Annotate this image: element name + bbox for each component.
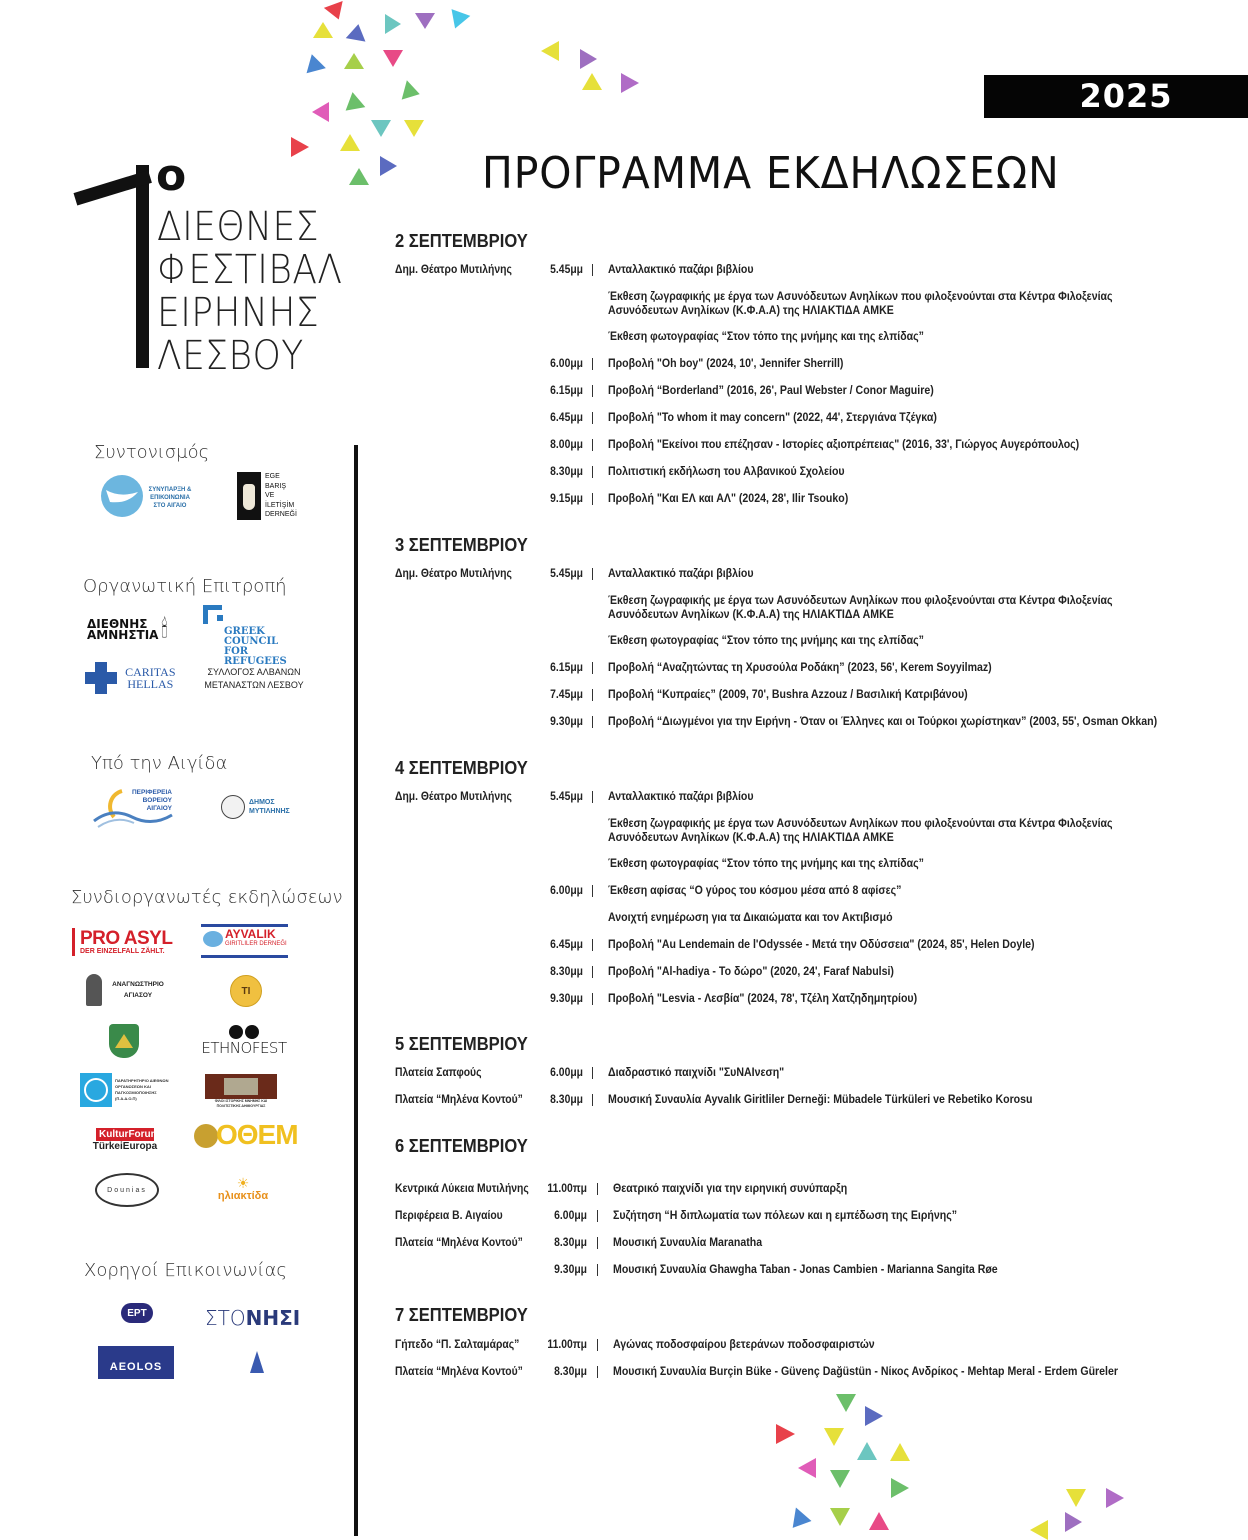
separator xyxy=(592,1067,593,1079)
padop-globe-icon xyxy=(80,1073,112,1107)
separator xyxy=(592,716,593,728)
page-title: ΠΡΟΓΡΑΜΜΑ ΕΚΔΗΛΩΣΕΩΝ xyxy=(482,148,1060,199)
separator xyxy=(592,966,593,978)
event-venue: Περιφέρεια Β. Αιγαίου xyxy=(395,1210,503,1222)
year-banner xyxy=(984,75,1248,118)
triangle-icon xyxy=(891,1478,909,1498)
triangle-icon xyxy=(349,168,369,185)
event-description: Προβολή "Al-hadiya - Το δώρο" (2020, 24', Faraf Nabulsi) xyxy=(608,966,894,978)
agiasos-reading-room-logo: ΑΝΑΓΝΩΣΤΗΡΙΟ ΑΓΙΑΣΟΥ xyxy=(86,973,176,1007)
event-time: 8.30μμ xyxy=(550,1094,583,1106)
triangle-icon xyxy=(1066,1489,1086,1507)
event-description: Έκθεση φωτογραφίας “Στον τόπο της μνήμης και της ελπίδας” xyxy=(608,331,924,343)
event-description: Προβολή "Lesvia - Λεσβία" (2024, 78', Τζέλη Χατζηδημητρίου) xyxy=(608,993,918,1005)
event-venue: Πλατεία Σαπφούς xyxy=(395,1067,482,1079)
event-time: 6.00μμ xyxy=(550,1067,583,1079)
event-time: 7.45μμ xyxy=(550,689,583,701)
triangle-icon xyxy=(869,1512,889,1530)
separator xyxy=(592,885,593,897)
logo-line: ΦΕΣΤΙΒΑΛ xyxy=(157,247,343,293)
event-description: Προβολή "Oh boy" (2024, 10', Jennifer Sherrill) xyxy=(608,358,844,370)
triangle-icon xyxy=(302,52,326,74)
event-time: 5.45μμ xyxy=(550,568,583,580)
triangle-icon xyxy=(380,156,397,176)
sail-logo xyxy=(243,1345,271,1379)
round-emblem-logo xyxy=(230,975,262,1007)
separator xyxy=(592,791,593,803)
logo-ordinal: ο xyxy=(156,150,187,201)
event-description: Ανταλλακτικό παζάρι βιβλίου xyxy=(608,568,754,580)
logo-line: ΔΙΕΘΝΕΣ xyxy=(157,204,319,250)
sail-icon xyxy=(250,1351,264,1373)
event-venue: Δημ. Θέατρο Μυτιλήνης xyxy=(395,791,512,803)
history-friends-logo: ΦΙΛΟΙ ΙΣΤΟΡΙΚΗΣ ΜΝΗΜΗΣ ΚΑΙ ΠΟΛΙΤΙΣΤΙΚΗΣ ΔΗΜΙΟΥΡΓΙΑΣ xyxy=(205,1073,277,1109)
triangle-icon xyxy=(836,1394,856,1412)
logo-numeral-one-stem xyxy=(136,165,149,368)
triangle-icon xyxy=(383,50,403,67)
caritas-cross-icon xyxy=(85,662,117,694)
sun-icon: ☀ xyxy=(236,1175,250,1191)
event-description: Έκθεση φωτογραφίας “Στον τόπο της μνήμης και της ελπίδας” xyxy=(608,858,924,870)
triangle-icon xyxy=(313,22,333,38)
padop-logo: ΠΑΡΑΤΗΡΗΤΗΡΙΟ ΔΙΕΘΝΩΝ ΟΡΓΑΝΩΣΕΩΝ ΚΑΙ ΠΑΓΚΟΣΜΙΟΠΟΙΗΣΗΣ (Π.Α.Δ.Ο.Π) xyxy=(80,1073,170,1107)
event-description: Διαδραστικό παιχνίδι "ΣυΝΑΙνεση" xyxy=(608,1067,785,1079)
triangle-icon xyxy=(787,1504,812,1528)
triangle-icon xyxy=(824,1428,844,1446)
triangle-icon xyxy=(291,137,309,157)
separator xyxy=(597,1264,598,1276)
section-heading-auspices: Υπό την Αιγίδα xyxy=(91,753,228,774)
triangle-icon xyxy=(343,90,366,110)
event-description: Μουσική Συναυλία Maranatha xyxy=(613,1237,763,1249)
day-heading: 5 ΣΕΠΤΕΜΒΡΙΟΥ xyxy=(395,1034,528,1054)
separator xyxy=(592,412,593,424)
logo-line: ΕΙΡΗΝΗΣ xyxy=(157,290,320,336)
event-description: Προβολή "Και ΕΛ και ΑΛ" (2024, 28', Ilir Tsouko) xyxy=(608,493,849,505)
event-venue: Δημ. Θέατρο Μυτιλήνης xyxy=(395,568,512,580)
event-time: 11.00πμ xyxy=(547,1339,587,1351)
event-venue: Κεντρικά Λύκεια Μυτιλήνης xyxy=(395,1183,529,1195)
triangle-icon xyxy=(404,120,424,137)
triangle-icon xyxy=(830,1470,850,1488)
event-description: Μουσική Συναυλία Burçin Büke - Güvenç Dağüstün - Νίκος Ανδρίκος - Mehtap Meral - Erdem Güreler xyxy=(613,1366,1118,1378)
kulturforum-logo: KulturForum TürkeiEuropa xyxy=(92,1129,160,1152)
round-emblem-icon: ΤΙ xyxy=(241,985,251,997)
event-description: Θεατρικό παιχνίδι για την ειρηνική συνύπαρξη xyxy=(613,1183,848,1195)
event-venue: Δημ. Θέατρο Μυτιλήνης xyxy=(395,264,512,276)
iliaktida-logo: ☀ ηλιακτίδα xyxy=(217,1175,269,1202)
event-description: Ανταλλακτικό παζάρι βιβλίου xyxy=(608,791,754,803)
event-time: 9.30μμ xyxy=(554,1264,587,1276)
separator xyxy=(592,358,593,370)
triangle-icon xyxy=(582,73,602,90)
day-heading: 3 ΣΕΠΤΕΜΒΡΙΟΥ xyxy=(395,535,528,555)
ege-baris-logo: EGE BARIŞ VE İLETİŞİM DERNEĞİ xyxy=(237,472,299,520)
triangle-icon xyxy=(776,1424,795,1444)
event-time: 6.00μμ xyxy=(554,1210,587,1222)
pro-asyl-logo: PRO ASYL DER EINZELFALL ZÄHLT. xyxy=(72,926,178,958)
ayvalik-emblem-icon xyxy=(203,931,223,947)
triangle-icon xyxy=(340,134,360,151)
day-heading: 4 ΣΕΠΤΕΜΒΡΙΟΥ xyxy=(395,758,528,778)
event-time: 6.00μμ xyxy=(550,358,583,370)
event-description: Ανταλλακτικό παζάρι βιβλίου xyxy=(608,264,754,276)
amnesty-logo: ΔΙΕΘΝΗΣ ΑΜΝΗΣΤΙΑ 🕯 xyxy=(87,616,168,643)
event-time: 9.30μμ xyxy=(550,993,583,1005)
event-time: 8.30μμ xyxy=(554,1237,587,1249)
separator xyxy=(597,1183,598,1195)
event-description: Προβολή “Διωγμένοι για την Ειρήνη - Όταν οι Έλληνες και οι Τούρκοι χωρίστηκαν” (2003, 55', Osman Okkan) xyxy=(608,716,1158,728)
event-description: Προβολή "Εκείνοι που επέζησαν - Ιστορίες αξιοπρέπειας" (2016, 33', Γιώργος Αυγερόπουλος) xyxy=(608,439,1080,451)
triangle-icon xyxy=(344,53,364,69)
section-heading-media-sponsors: Χορηγοί Επικοινωνίας xyxy=(84,1260,287,1281)
event-description: Έκθεση αφίσας “Ο γύρος του κόσμου μέσα από 8 αφίσες” xyxy=(608,885,902,897)
logo-line: ΛΕΣΒΟΥ xyxy=(157,333,304,379)
event-time: 8.30μμ xyxy=(554,1366,587,1378)
event-description: Αγώνας ποδοσφαίρου βετεράνων ποδοσφαιριστών xyxy=(613,1339,875,1351)
section-heading-co-organizers: Συνδιοργανωτές εκδηλώσεων xyxy=(71,887,343,908)
triangle-icon xyxy=(1030,1520,1048,1540)
separator xyxy=(592,939,593,951)
ethnofest-eyes-icon xyxy=(229,1025,259,1039)
event-venue: Γήπεδο “Π. Σαλταμάρας” xyxy=(395,1339,520,1351)
event-description: Προβολή “Κυπραίες” (2009, 70', Bushra Azzouz / Βασιλική Κατριβάνου) xyxy=(608,689,968,701)
triangle-icon xyxy=(346,22,368,41)
oem-logo: ΟΘΕΜ xyxy=(192,1120,296,1156)
event-time: 6.00μμ xyxy=(550,885,583,897)
triangle-icon xyxy=(1106,1488,1124,1508)
section-heading-organizing-committee: Οργανωτική Επιτροπή xyxy=(83,576,287,597)
event-time: 8.30μμ xyxy=(550,966,583,978)
event-time: 6.45μμ xyxy=(550,412,583,424)
event-description: Μουσική Συναυλία Ghawgha Taban - Jonas Cambien - Marianna Sangita Røe xyxy=(613,1264,998,1276)
day-heading: 2 ΣΕΠΤΕΜΒΡΙΟΥ xyxy=(395,231,528,251)
triangle-icon xyxy=(830,1508,850,1526)
event-venue: Πλατεία “Μηλένα Κοντού” xyxy=(395,1366,523,1378)
triangle-icon xyxy=(798,1458,816,1478)
shield-emblem-icon xyxy=(115,1034,133,1048)
statue-icon xyxy=(86,974,102,1006)
ert-logo: ΕΡΤ xyxy=(121,1303,153,1323)
candle-icon: 🕯 xyxy=(161,616,168,643)
event-description: Μουσική Συναυλία Ayvalık Giritliler Derneği: Mübadele Türküleri ve Rebetiko Korosu xyxy=(608,1094,1033,1106)
event-time: 6.15μμ xyxy=(550,662,583,674)
event-description: Έκθεση ζωγραφικής με έργα των Ασυνόδευτων Ανηλίκων που φιλοξενούνται στα Κέντρα Φιλοξενίας Ασυνόδευτων Ανηλίκων (Κ.Φ.Α.Α) της ΗΛΙΑΚΤΙΔΑ ΑΜΚΕ xyxy=(608,291,1113,317)
separator xyxy=(597,1366,598,1378)
event-description: Έκθεση ζωγραφικής με έργα των Ασυνόδευτων Ανηλίκων που φιλοξενούνται στα Κέντρα Φιλοξενίας Ασυνόδευτων Ανηλίκων (Κ.Φ.Α.Α) της ΗΛΙΑΚΤΙΔΑ ΑΜΚΕ xyxy=(608,818,1113,844)
globe-logo xyxy=(95,1173,159,1207)
day-heading: 6 ΣΕΠΤΕΜΒΡΙΟΥ xyxy=(395,1136,528,1156)
triangle-icon xyxy=(324,1,348,23)
event-description: Προβολή "Au Lendemain de l'Odyssée - Μετά την Οδύσσεια" (2024, 85', Helen Doyle) xyxy=(608,939,1035,951)
triangle-icon xyxy=(541,41,559,61)
section-heading-coordination: Συντονισμός xyxy=(94,442,210,463)
triangle-icon xyxy=(580,49,597,69)
event-description: Προβολή “Borderland” (2016, 26', Paul Webster / Conor Maguire) xyxy=(608,385,934,397)
dove-emblem-icon xyxy=(237,472,261,520)
separator xyxy=(597,1339,598,1351)
ayvalik-logo: AYVALIK GIRITLILER DERNEĞI xyxy=(201,924,288,958)
event-description: Πολιτιστική εκδήλωση του Αλβανικού Σχολείου xyxy=(608,466,845,478)
shield-emblem-logo xyxy=(109,1024,139,1058)
event-time: 5.45μμ xyxy=(550,791,583,803)
event-time: 9.15μμ xyxy=(550,493,583,505)
triangle-icon xyxy=(865,1406,883,1426)
event-time: 5.45μμ xyxy=(550,264,583,276)
separator xyxy=(592,466,593,478)
triangle-icon xyxy=(312,102,329,122)
triangle-icon xyxy=(621,73,639,93)
event-time: 6.15μμ xyxy=(550,385,583,397)
separator xyxy=(592,493,593,505)
event-venue: Πλατεία “Μηλένα Κοντού” xyxy=(395,1094,523,1106)
separator xyxy=(597,1210,598,1222)
separator xyxy=(592,439,593,451)
stonisi-logo: ΣΤΟ ΝΗΣΙ xyxy=(205,1306,301,1330)
triangle-icon xyxy=(371,120,391,137)
event-description: Ανοιχτή ενημέρωση για τα Δικαιώματα και τον Ακτιβισμό xyxy=(608,912,893,924)
separator xyxy=(592,662,593,674)
mytilene-municipality-logo: ΔΗΜΟΣ ΜΥΤΙΛΗΝΗΣ xyxy=(221,794,301,820)
north-aegean-region-logo: ΠΕΡΙΦΕΡΕΙΑ ΒΟΡΕΙΟΥ ΑΙΓΑΙΟΥ xyxy=(92,787,174,829)
separator xyxy=(597,1237,598,1249)
triangle-icon xyxy=(385,14,401,34)
dove-icon xyxy=(100,470,148,518)
year-label: 2025 xyxy=(1079,77,1173,115)
event-description: Προβολή “Αναζητώντας τη Χρυσούλα Ροδάκη” (2023, 56', Kerem Soyyilmaz) xyxy=(608,662,992,674)
dove-logo: ΣΥΝΥΠΑΡΞΗ & ΕΠΙΚΟΙΝΩΝΙΑ ΣΤΟ ΑΙΓΑΙΟ xyxy=(100,470,195,520)
triangle-icon xyxy=(402,80,423,103)
separator xyxy=(592,264,593,276)
triangle-icon xyxy=(415,13,435,29)
separator xyxy=(592,1094,593,1106)
triangle-icon xyxy=(857,1442,877,1460)
event-time: 11.00πμ xyxy=(547,1183,587,1195)
triangle-icon xyxy=(890,1443,910,1461)
event-description: Έκθεση ζωγραφικής με έργα των Ασυνόδευτων Ανηλίκων που φιλοξενούνται στα Κέντρα Φιλοξενίας Ασυνόδευτων Ανηλίκων (Κ.Φ.Α.Α) της ΗΛΙΑΚΤΙΔΑ ΑΜΚΕ xyxy=(608,595,1113,621)
caritas-logo: CARITAS HELLAS xyxy=(85,660,180,696)
separator xyxy=(592,568,593,580)
event-time: 9.30μμ xyxy=(550,716,583,728)
day-heading: 7 ΣΕΠΤΕΜΒΡΙΟΥ xyxy=(395,1305,528,1325)
triangle-icon xyxy=(1065,1512,1082,1532)
event-description: Προβολή "To whom it may concern" (2022, 44', Στεργιάνα Τζέγκα) xyxy=(608,412,937,424)
separator xyxy=(592,385,593,397)
event-time: 6.45μμ xyxy=(550,939,583,951)
albanian-association-logo: ΣΥΛΛΟΓΟΣ ΑΛΒΑΝΩΝ ΜΕΤΑΝΑΣΤΩΝ ΛΕΣΒΟΥ xyxy=(204,667,304,690)
separator xyxy=(592,993,593,1005)
event-venue: Πλατεία “Μηλένα Κοντού” xyxy=(395,1237,523,1249)
oem-head-icon xyxy=(194,1124,218,1148)
event-time: 8.00μμ xyxy=(550,439,583,451)
history-photo-icon xyxy=(205,1074,277,1099)
event-description: Έκθεση φωτογραφίας “Στον τόπο της μνήμης και της ελπίδας” xyxy=(608,635,924,647)
globe-icon: Dounias xyxy=(107,1186,147,1194)
event-time: 8.30μμ xyxy=(550,466,583,478)
event-description: Συζήτηση “Η διπλωματία των πόλεων και η εμπέδωση της Ειρήνης” xyxy=(613,1210,958,1222)
municipality-seal-icon xyxy=(221,795,245,819)
ethnofest-logo: ETHNOFEST xyxy=(204,1022,284,1060)
separator xyxy=(592,689,593,701)
aeolos-logo: AEOLOS xyxy=(98,1346,174,1379)
vertical-divider xyxy=(354,445,358,1536)
triangle-icon xyxy=(446,9,471,32)
gcr-logo: GREEK COUNCIL FOR REFUGEES xyxy=(200,605,300,655)
